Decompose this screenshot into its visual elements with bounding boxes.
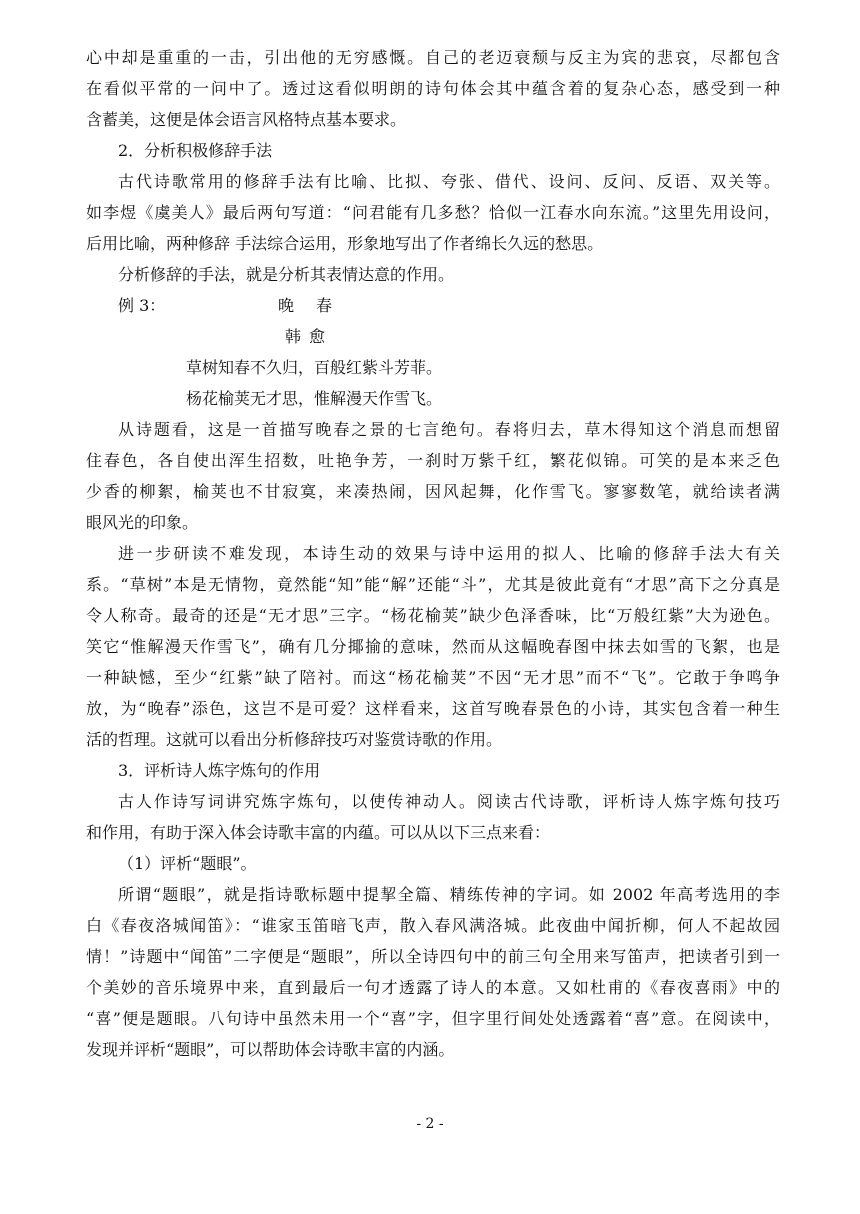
poem-author: 韩愈: [285, 327, 334, 346]
text-line: “喜”便是题眼。八句诗中虽然未用一个“喜”字，但字里行间处处透露着“喜”意。在阅读中，: [86, 1009, 780, 1028]
text-line: 古人作诗写词讲究炼字炼句，以使传神动人。阅读古代诗歌，评析诗人炼字炼句技巧: [118, 792, 780, 811]
text-line: 发现并评析“题眼”，可以帮助体会诗歌丰富的内涵。: [86, 1040, 455, 1059]
poem-line: 杨花榆荚无才思，惟解漫天作雪飞。: [186, 389, 443, 408]
paragraph-rhetoric-intro: [86, 166, 780, 259]
text-line: 系。“草树”本是无情物，竟然能“知”能“解”还能“斗”，尤其是彼此竟有“才思”高下之分真是: [86, 575, 780, 594]
text-line: 进一步研读不难发现，本诗生动的效果与诗中运用的拟人、比喻的修辞手法大有关: [118, 544, 780, 563]
text-line: 白《春夜洛城闻笛》：“谁家玉笛暗飞声，散入春风满洛城。此夜曲中闻折柳，何人不起故园: [86, 916, 780, 935]
section-heading-3: 3．评析诗人炼字炼句的作用: [118, 761, 321, 780]
paragraph-word-refining-intro: [86, 786, 780, 848]
paragraph-rhetoric-effect: [86, 538, 780, 755]
text-line: 情！”诗题中“闻笛”二字便是“题眼”，所以全诗四句中的前三句全用来写笛声，把读者引到一: [86, 947, 780, 966]
text-line: 令人称奇。最奇的还是“无才思”三字。“杨花榆荚”缺少色泽香味，比“万般红紫”大为逊色。: [86, 606, 780, 625]
text-line: 所谓“题眼”，就是指诗歌标题中提挈全篇、精练传神的字词。如 2002 年高考选用的李: [118, 885, 780, 904]
example-header-row: [86, 290, 780, 321]
paragraph-continuation: [86, 42, 780, 135]
text-line: 和作用，有助于深入体会诗歌丰富的内蕴。可以从以下三点来看：: [86, 823, 551, 842]
section-heading-2: 2．分析积极修辞手法: [118, 141, 273, 160]
text-line: 从诗题看，这是一首描写晚春之景的七言绝句。春将归去，草木得知这个消息而想留: [118, 420, 780, 439]
paragraph-rhetoric-purpose: 分析修辞的手法，就是分析其表情达意的作用。: [118, 265, 455, 284]
text-line: 活的哲理。这就可以看出分析修辞技巧对鉴赏诗歌的作用。: [86, 730, 503, 749]
text-line: 个美妙的音乐境界中来，直到最后一句才透露了诗人的本意。又如杜甫的《春夜喜雨》中的: [86, 978, 780, 997]
text-line: 放，为“晚春”添色，这岂不是可爱？这样看来，这首写晚春景色的小诗，其实包含着一种生: [86, 699, 780, 718]
example-label: 例 3：: [118, 296, 166, 315]
subsection-heading-1: （1）评析“题眼”。: [118, 854, 257, 873]
paragraph-poem-analysis: [86, 414, 780, 538]
example-poem: [86, 290, 780, 414]
text-line: 后用比喻，两种修辞 手法综合运用，形象地写出了作者绵长久远的愁思。: [86, 234, 604, 253]
text-line: 住春色，各自使出浑生招数，吐艳争芳，一刹时万紫千红，繁花似锦。可笑的是本来乏色: [86, 451, 780, 470]
document-body: [86, 42, 780, 1065]
text-line: 一种缺憾，至少“红紫”缺了陪衬。而这“杨花榆荚”不因“无才思”而不“飞”。它敢于争鸣争: [86, 668, 780, 687]
text-line: 含蓄美，这便是体会语言风格特点基本要求。: [86, 110, 407, 129]
text-line: 眼风光的印象。: [86, 513, 199, 532]
text-line: 古代诗歌常用的修辞手法有比喻、比拟、夸张、借代、设问、反问、反语、双关等。: [118, 172, 780, 191]
text-line: 心中却是重重的一击，引出他的无穷感慨。自己的老迈衰颓与反主为宾的悲哀，尽都包含: [86, 48, 780, 67]
poem-title: 晚春: [278, 296, 355, 315]
text-line: 在看似平常的一问中了。透过这看似明朗的诗句体会其中蕴含着的复杂心态，感受到一种: [86, 79, 780, 98]
page-number: - 2 -: [416, 1116, 444, 1132]
poem-line: 草树知春不久归，百般红紫斗芳菲。: [186, 358, 443, 377]
text-line: 少香的柳絮，榆荚也不甘寂寞，来凑热闹，因风起舞，化作雪飞。寥寥数笔，就给读者满: [86, 482, 780, 501]
text-line: 如李煜《虞美人》最后两句写道：“问君能有几多愁？恰似一江春水向东流。”这里先用设问，: [86, 203, 780, 222]
paragraph-title-eye: [86, 879, 780, 1065]
text-line: 笑它“惟解漫天作雪飞”，确有几分揶揄的意味，然而从这幅晚春图中抹去如雪的飞絮，也是: [86, 637, 780, 656]
